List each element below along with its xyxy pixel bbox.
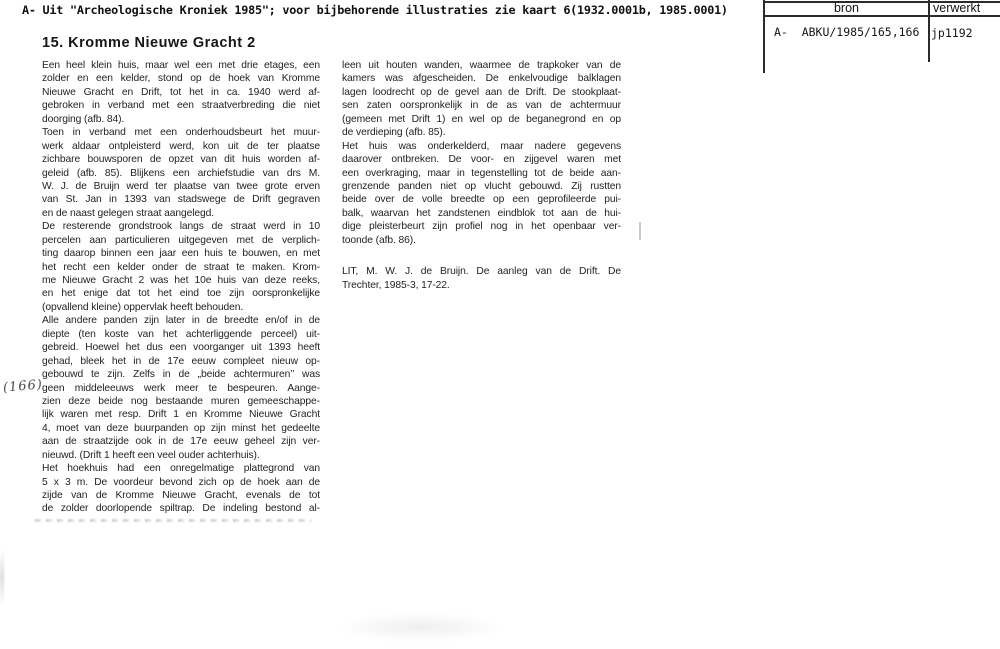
handwritten-margin-note: (166) <box>2 377 44 396</box>
text-line: zolder en een kelder, stond op de hoek van Kromme <box>42 73 320 85</box>
text-line: lagen loodrecht op de gevel aan de Drift. De stookplaat- <box>342 86 621 98</box>
document-source-header: A- Uit "Archeologische Kroniek 1985"; voor bijbehorende illustraties zie kaart 6(1932.0001b, 1985.0001) <box>22 3 728 17</box>
text-line: sen zaten oorspronkelijk in de as van de achtermuur <box>342 100 621 112</box>
paragraph <box>42 314 320 462</box>
text-line: Een heel klein huis, maar wel een met drie etages, een <box>42 60 320 71</box>
text-line: zijde van de Kromme Nieuwe Gracht, evenals de tot <box>42 490 320 501</box>
text-line: en het enige dat tot het eind toe zijn oorspronkelijke <box>42 288 320 300</box>
text-line: en de naast gelegen straat aangelegd. <box>42 207 215 219</box>
text-line: 4, moet van deze buurpanden op zijn minst het gedeelte <box>42 422 320 434</box>
table-header-verwerkt: verwerkt <box>933 1 981 15</box>
registration-table <box>763 0 1000 76</box>
text-line: nieuwd. (Drift 1 heeft een veel ouder achterhuis). <box>42 449 260 461</box>
table-cell-bron: A- ABKU/1985/165,166 <box>774 25 920 39</box>
text-line: Het hoekhuis had een onregelmatige plattegrond van <box>42 463 320 475</box>
text-line: toonde (afb. 86). <box>342 234 416 246</box>
text-line: geleid (afb. 85). Blijkens een archiefstudie van drs M. <box>42 167 320 179</box>
text-line: het recht een kelder onder de straat te maken. Krom- <box>42 261 320 273</box>
paragraph <box>42 220 320 314</box>
text-line: lijk waren met resp. Drift 1 en Kromme Nieuwe Gracht <box>42 409 320 421</box>
text-line: gebroken in verband met een straatverbreding die niet <box>42 100 320 112</box>
text-line: gebreid. Hoewel het dus een voorganger uit 1393 heeft <box>42 342 320 354</box>
text-line: W. J. de Bruijn werd ter plaatse van twee grote erven <box>42 180 320 192</box>
text-line: geen middeleeuws werk meer te bespeuren. Aange- <box>42 382 320 394</box>
paragraph <box>42 462 320 516</box>
text-line: Trechter, 1985-3, 17-22. <box>342 279 450 291</box>
text-line: daarover ontbreken. De voor- en zijgevel waren met <box>342 154 621 166</box>
text-line: beide over de volle breedte op een geprofileerde pui- <box>342 194 621 206</box>
paragraph <box>342 265 621 292</box>
text-line: grenzende panden niet op vlucht gebouwd. Zij rustten <box>342 180 621 192</box>
text-line: 5 x 3 m. De voordeur bevond zich op de hoek aan de <box>42 476 320 488</box>
text-line: de zolder doorlopende spiltrap. De indeling bestond al- <box>42 503 320 515</box>
text-line: gebouwd te zijn. Zelfs in de „beide achtermuren’’ was <box>42 369 320 381</box>
article-column-right <box>342 59 621 292</box>
paragraph <box>342 140 621 248</box>
text-line: zichbare bouwsporen de opzet van dit huis worden af- <box>42 154 320 166</box>
text-line: gehad, bleek het in de 17e eeuw compleet nieuw op- <box>42 355 320 367</box>
text-line: werk aldaar ontpleisterd werd, kon uit de ter plaatse <box>42 140 320 152</box>
text-line: kamers was afgescheiden. De enkelvoudige balklagen <box>342 73 621 85</box>
table-border-column-separator <box>928 0 930 62</box>
text-line: Nieuwe Gracht en Drift, tot het in ca. 1940 werd af- <box>42 86 320 98</box>
text-line: Het huis was onderkelderd, maar nadere gegevens <box>342 140 621 152</box>
text-line: aan de straatzijde ook in de 17e eeuw geheel zijn ver- <box>42 436 320 448</box>
paragraph <box>342 59 621 140</box>
scan-artifact-left-edge <box>0 550 4 605</box>
text-line: LIT, M. W. J. de Bruijn. De aanleg van de Drift. De <box>342 266 621 278</box>
text-line: de verdieping (afb. 85). <box>342 127 446 139</box>
text-line: De resterende grondstrook langs de straat werd in 10 <box>42 221 320 233</box>
article-column-left <box>42 59 320 516</box>
table-border-header-separator <box>763 15 1000 17</box>
paragraph <box>42 59 320 126</box>
text-line: van St. Jan in 1393 van stadswege de Drift gegraven <box>42 194 320 206</box>
text-line: een overkraging, maar in tegenstelling tot de beide aan- <box>342 167 621 179</box>
paragraph <box>42 126 320 220</box>
section-heading: 15. Kromme Nieuwe Gracht 2 <box>42 35 256 51</box>
text-line: diepte (ten koste van het achterliggende perceel) uit- <box>42 328 320 340</box>
table-header-bron: bron <box>833 1 860 15</box>
text-line: Toen in verband met een onderhoudsbeurt het muur- <box>42 127 320 139</box>
text-line: dige pleisterbeurt zijn profiel nog in het openbaar ver- <box>342 221 621 233</box>
text-line: leen uit houten wanden, waarmee de trapkoker van de <box>342 60 621 71</box>
text-line: (opvallend kleine) oppervlak heeft behouden. <box>42 301 244 313</box>
scan-artifact-smudge <box>305 608 535 646</box>
text-line: Alle andere panden zijn later in de breedte en/of in de <box>42 315 320 327</box>
scan-artifact-dashed-line <box>35 519 311 522</box>
text-line: (gemeen met Drift 1) en wel op de beganegrond en op <box>342 113 621 125</box>
text-line: me Nieuwe Gracht 2 was het 10e huis van deze reeks, <box>42 275 320 286</box>
text-line: zien deze beide nog bestaande muren gemeeschappe- <box>42 395 320 407</box>
text-line: doorging (afb. 84). <box>42 113 125 125</box>
text-line: percelen aan particulieren uitgegeven met de verplich- <box>42 234 320 246</box>
text-line: ting daarop binnen een jaar een huis te bouwen, en met <box>42 248 320 260</box>
table-cell-verwerkt: jp1192 <box>931 26 973 40</box>
text-line: balk, waarvan het zandstenen eindblok tot aan de hui- <box>342 207 621 219</box>
scan-artifact-tick <box>639 222 641 240</box>
